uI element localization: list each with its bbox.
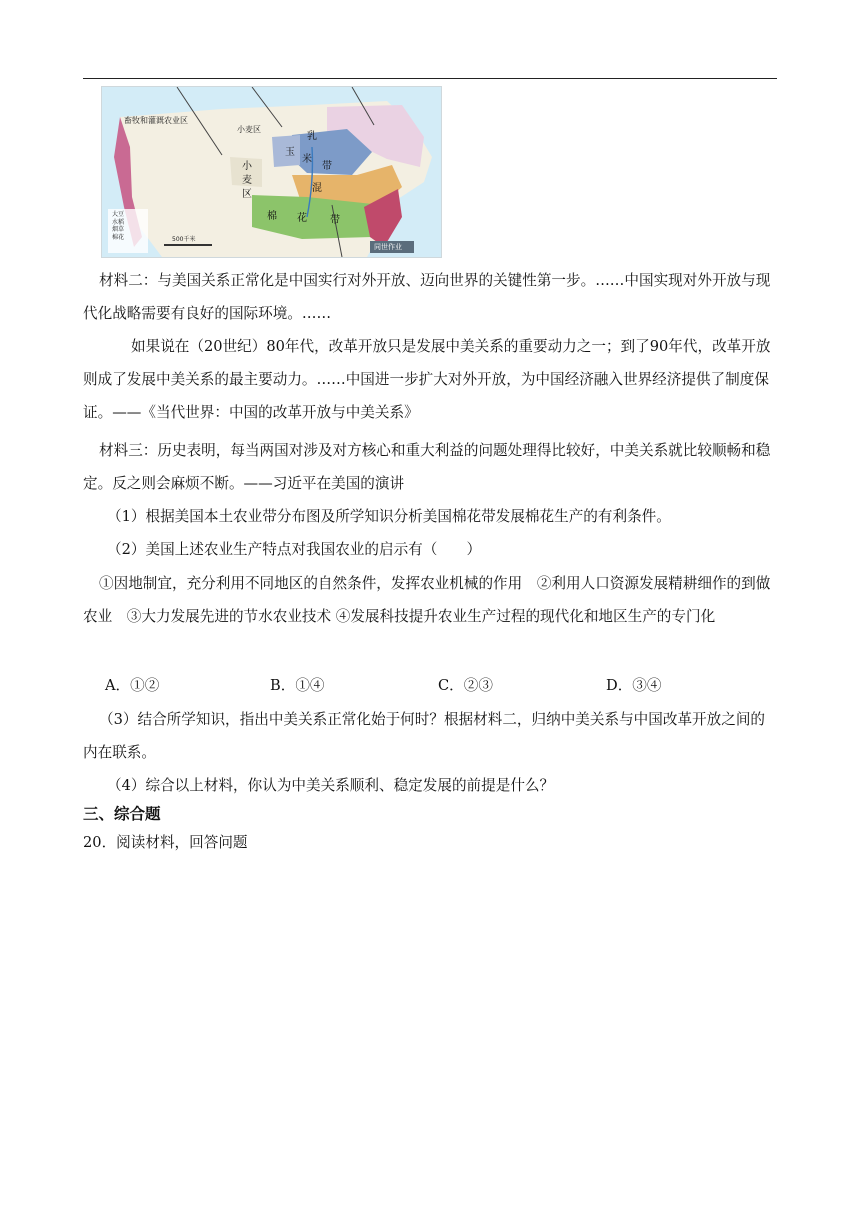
- map-label-cotton-1: 棉: [267, 211, 277, 222]
- legend-item-tobacco: 烟草: [112, 226, 125, 233]
- map-label-cotton-2: 花: [297, 213, 307, 224]
- option-c[interactable]: C．②③: [438, 677, 493, 694]
- map-label-corn-3: 带: [322, 161, 332, 172]
- map-label-ru: 乳: [307, 131, 317, 142]
- map-legend: [112, 211, 124, 241]
- question-2-options: [105, 669, 777, 702]
- question-20: 20．阅读材料，回答问题: [83, 834, 248, 851]
- material-2-paragraph-1: 材料二：与美国关系正常化是中国实行对外开放、迈向世界的关键性第一步。……中国实现对外开放与现代化战略需要有良好的国际环境。……: [83, 272, 771, 322]
- map-scale: 500千米: [172, 236, 196, 243]
- legend-item-cotton: 棉花: [112, 233, 125, 241]
- question-3: （3）结合所学知识，指出中美关系正常化始于何时？根据材料二，归纳中美关系与中国改革开放之间的内在联系。: [83, 711, 766, 761]
- map-label-xiao: 小: [242, 161, 252, 172]
- map-label-qu: 区: [242, 189, 252, 200]
- option-d[interactable]: D．③④: [606, 677, 662, 694]
- question-2-statements: ①因地制宜，充分利用不同地区的自然条件，发挥农业机械的作用 ②利用人口资源发展精耕细作的到做农业 ③大力发展先进的节水农业技术 ④发展科技提升农业生产过程的现代化和地区生产的专门化: [83, 575, 771, 625]
- us-agriculture-map: [101, 86, 442, 258]
- map-label-mixed: 混: [312, 183, 322, 194]
- map-label-mai: 麦: [242, 175, 252, 186]
- map-label-cotton-3: 带: [330, 215, 340, 226]
- map-label-corn-1: 玉: [285, 147, 295, 158]
- map-label-corn-2: 米: [302, 154, 312, 165]
- map-watermark: 同世作业: [374, 243, 402, 251]
- question-4: （4）综合以上材料，你认为中美关系顺利、稳定发展的前提是什么？: [107, 777, 555, 794]
- question-2: （2）美国上述农业生产特点对我国农业的启示有（ ）: [107, 541, 482, 558]
- map-label-wheat-small: 小麦区: [237, 125, 261, 134]
- option-a[interactable]: A．①②: [105, 677, 160, 694]
- section-heading: 三、综合题: [83, 805, 161, 823]
- material-2-paragraph-2: 如果说在（20世纪）80年代，改革开放只是发展中美关系的重要动力之一；到了90年代，改革开放则成了发展中美关系的最主要动力。……中国进一步扩大对外开放，为中国经济融入世界经济提供了制度保证。——《当代世界：中国的改革开放与中美关系》: [83, 338, 771, 421]
- header-rule: [83, 78, 777, 79]
- option-b[interactable]: B．①④: [270, 677, 325, 694]
- map-label-grazing: 畜牧和灌溉农业区: [124, 116, 188, 125]
- material-3-paragraph: 材料三：历史表明，每当两国对涉及对方核心和重大利益的问题处理得比较好，中美关系就比较顺畅和稳定。反之则会麻烦不断。——习近平在美国的演讲: [83, 442, 771, 492]
- map-graphic: [102, 87, 441, 257]
- legend-item-soybean: 大豆: [112, 211, 125, 218]
- question-1: （1）根据美国本土农业带分布图及所学知识分析美国棉花带发展棉花生产的有利条件。: [107, 508, 671, 525]
- legend-item-rice: 水稻: [112, 218, 125, 226]
